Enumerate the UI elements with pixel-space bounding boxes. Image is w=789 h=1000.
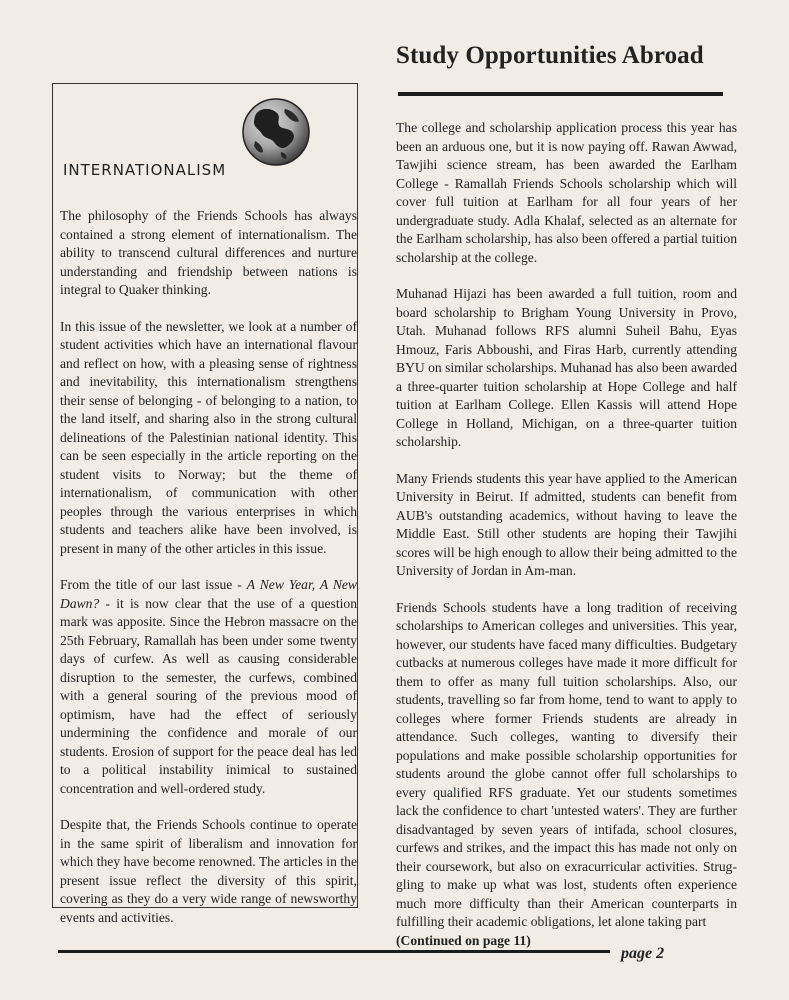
article-paragraph: The college and scholarship application process this year has been an arduous one, but it is now paying off. Rawan Awwad, Tawjihi science stream, has been awarded the Earlham College - Ramallah Friends Schools scholarship which will cover full tuition at Earlham for all four years of her undergraduate study. Adla Khalaf, selected as an alternate for the Earlham scholarship, has also been offered a partial tuition scholarship at the college. [396, 120, 737, 265]
sidebar-paragraph: Despite that, the Friends Schools continue to operate in the same spirit of liberalism and innovation for which they have become renowned. The articles in the present issue reflect the diversity of this spirit, covering as they do a very wide range of newsworthy events and activities. [60, 817, 357, 925]
issue-title: A New Year, A New Dawn? [60, 577, 358, 611]
sidebar-paragraph: In this issue of the newsletter, we look at a number of student activities which have an international flavour and reflect on how, with a pleasing sense of rightness and inevitability, this internationalism strengthens their sense of belonging - of belonging to a nation, to the land itself, and sharing also in the strong cultural delineations of the Palestinian national identity. This can be seen especially in the article reporting on the student visits to Norway; but the theme of internationalism, of communication with other peoples through the various enterprises in which students and teachers alike have been involved, is present in many of the other articles in this issue. [60, 318, 357, 556]
sidebar-heading: INTERNATIONALISM [63, 161, 227, 179]
article-paragraph: Muhanad Hijazi has been awarded a full tuition, room and board scholarship to Brigham Young University in Provo, Utah. Muhanad follows RFS alumni Suheil Bahu, Eyas Hmouz, Faris Abboushi, and Firas Harb, currently attending BYU on similar scholarships. Muhanad has also been awarded a three-quarter tuition scholarship at Hope College and half tuition at Earlham College. Ellen Kassis will attend Hope College in Holland, Michigan, on a three-quarter tuition scholarship. [396, 286, 737, 449]
sidebar-text [60, 207, 357, 945]
continued-note: (Continued on page 11) [396, 932, 531, 948]
footer-rule [58, 950, 610, 953]
article-paragraph: Many Friends students this year have applied to the American University in Beirut. If admitted, students can benefit from AUB's outstanding academics, without having to leave the Middle East. Still other students are hoping their Tawjihi scores will be high enough to allow their being admitted to the University of Jordan in Am-man. [396, 470, 737, 578]
article-paragraph [396, 599, 737, 951]
sidebar-paragraph [60, 576, 357, 798]
globe-icon [241, 97, 311, 167]
paragraph-text: Friends Schools students have a long tradition of receiving scholarships to American colleges and universities. This year, however, our students have faced many difficulties. Budgetary cutbacks at numerous colleges have made it more difficult for them to offer as many full tuition scholarships. Also, our students, travelling so far from home, tend to want to apply to colleges where former Friends students are already in attendance. Such colleges, wanting to diversify their populations and make possible scholarship opportunities for students around the globe cannot offer full scholarships to every qualified RFS graduate. Yet our students sometimes lack the confidence to chart 'untested waters'. They are further disadvantaged by seven years of intifada, school closures, curfews and strikes, and the impact this has made not only on their coursework, but also on exracurricular activities. Strug-gling to make up what was lost, students often experience much more difficulty than their American counterparts in fulfilling their academic obligations, let alone taking part [396, 599, 737, 929]
page-number: page 2 [621, 945, 665, 962]
paragraph-text: From the title of our last issue - [60, 577, 247, 592]
sidebar-paragraph: The philosophy of the Friends Schools has always contained a strong element of internationalism. The ability to transcend cultural differences and nurture understanding and friendship between nations is integral to Quaker thinking. [60, 208, 357, 297]
paragraph-text: - it is now clear that the use of a question mark was apposite. Since the Hebron massacre on the 25th February, Ramallah has been under some twenty days of curfew. As well as causing considerable disruption to the semester, the curfews, combined with a general souring of the previous mood of optimism, have had the effect of seriously undermining the confidence and morale of our students. Erosion of support for the peace deal has led to a political instability inimical to sustained concentration and well-ordered study. [60, 595, 357, 796]
title-rule [398, 92, 723, 96]
article-body [396, 119, 737, 950]
page-title: Study Opportunities Abroad [396, 42, 704, 69]
